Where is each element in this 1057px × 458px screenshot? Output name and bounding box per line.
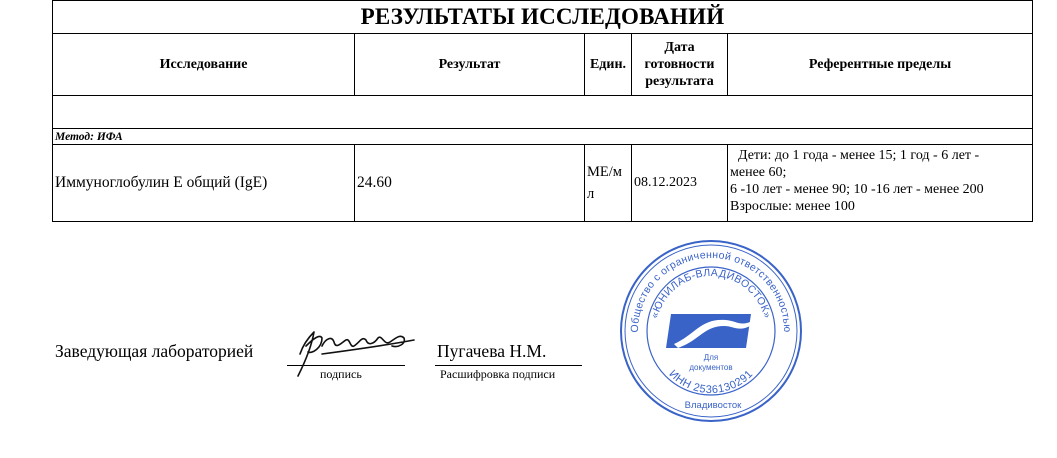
empty-row — [53, 96, 1033, 129]
test-name: Иммуноглобулин Е общий (IgE) — [53, 145, 355, 222]
unit-value: МЕ/м л — [585, 145, 632, 222]
svg-text:ИНН 2536130291: ИНН 2536130291 — [666, 367, 756, 397]
company-stamp — [616, 236, 806, 426]
name-line — [435, 365, 582, 366]
result-value: 24.60 — [355, 145, 585, 222]
name-caption: Расшифровка подписи — [440, 367, 556, 381]
reference-range: Дети: до 1 года - менее 15; 1 год - 6 лет - менее 60; 6 -10 лет - менее 90; 10 -16 лет - менее 200 Взрослые: менее 100 — [728, 145, 1033, 222]
results-table — [52, 0, 1033, 222]
method-row — [53, 129, 1033, 145]
header-date: Дата готовности результата — [632, 34, 728, 96]
svg-text:Для: Для — [703, 353, 719, 362]
svg-text:Владивосток: Владивосток — [684, 400, 742, 411]
ready-date: 08.12.2023 — [632, 145, 728, 222]
svg-text:Общество с ограниченной ответс: Общество с ограниченной ответственностью — [628, 248, 794, 333]
header-row — [53, 34, 1033, 96]
signature-block — [55, 330, 615, 390]
svg-text:«ЮНИЛАБ-ВЛАДИВОСТОК»: «ЮНИЛАБ-ВЛАДИВОСТОК» — [648, 266, 774, 320]
signature-caption: подпись — [320, 367, 362, 381]
header-unit: Един. — [585, 34, 632, 96]
document-title: РЕЗУЛЬТАТЫ ИССЛЕДОВАНИЙ — [53, 1, 1033, 34]
svg-text:документов: документов — [689, 363, 733, 372]
header-test: Исследование — [53, 34, 355, 96]
handwritten-signature — [292, 324, 417, 382]
method-label: Метод: ИФА — [53, 129, 1033, 145]
header-result: Результат — [355, 34, 585, 96]
signer-name: Пугачева Н.М. — [437, 341, 547, 361]
header-reference: Референтные пределы — [728, 34, 1033, 96]
stamp-logo — [666, 314, 751, 348]
signer-title: Заведующая лабораторией — [55, 341, 254, 361]
table-row — [53, 145, 1033, 222]
